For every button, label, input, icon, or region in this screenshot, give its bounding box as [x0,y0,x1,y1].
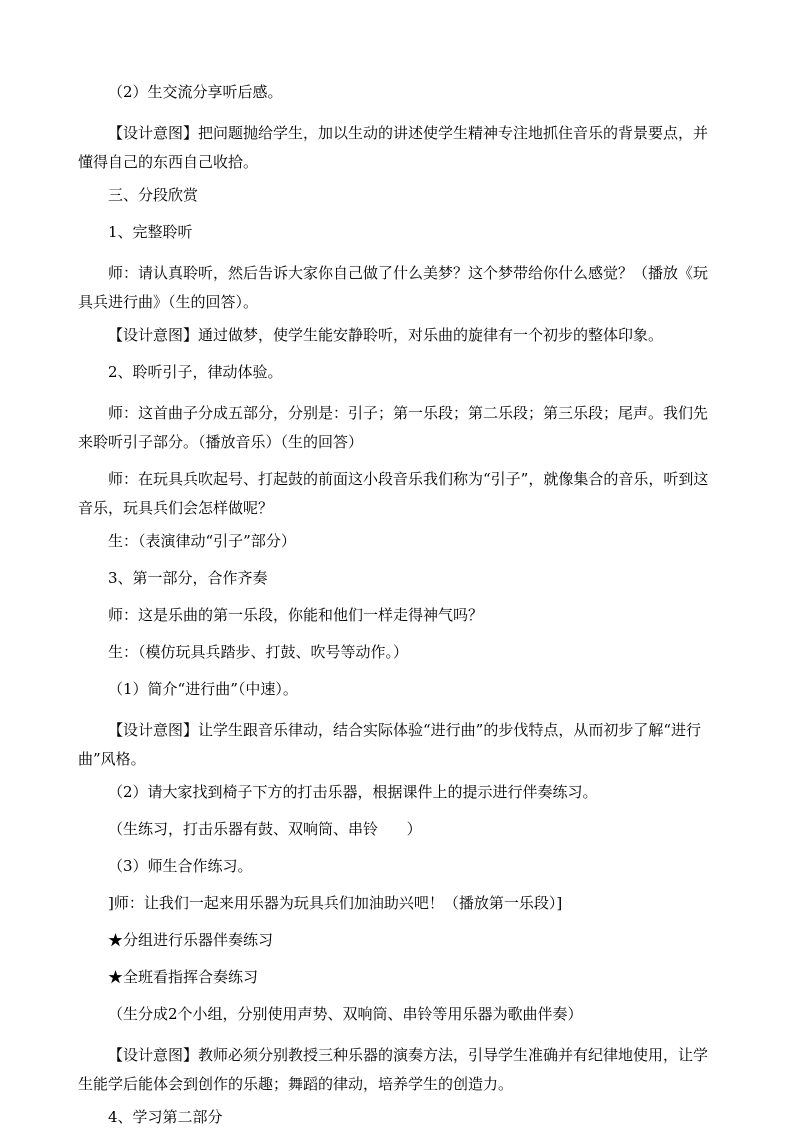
paragraph-3: 三、分段欣赏 [108,186,199,204]
paragraph-12: 师：这是乐曲的第一乐段，你能和他们一样走得神气吗？ [108,606,484,624]
paragraph-21: ★全班看指挥合奏练习 [108,968,259,986]
paragraph-9: 师：在玩具兵吹起号、打起鼓的前面这小段音乐我们称为“引子”，就像集合的音乐，听到这音乐，玩具兵们会怎样做呢？ [78,470,709,517]
paragraph-14: （1）简介“进行曲”（中速）。 [108,680,298,698]
document-body [78,82,718,1128]
paragraph-16: （2）请大家找到椅子下方的打击乐器，根据课件上的提示进行伴奏练习。 [108,783,598,801]
paragraph-20: ★分组进行乐器伴奏练习 [108,931,274,949]
paragraph-6: 【设计意图】通过做梦，使学生能安静聆听，对乐曲的旋律有一个初步的整体印象。 [108,326,664,344]
paragraph-8: 师：这首曲子分成五部分，分别是：引子；第一乐段；第二乐段；第三乐段；尾声。我们先来聆听引子部分。（播放音乐）（生的回答） [78,404,709,451]
paragraph-23: 【设计意图】教师必须分别教授三种乐器的演奏方法，引导学生准确并有纪律地使用，让学生能学后能体会到创作的乐趣；舞蹈的律动，培养学生的创造力。 [78,1046,709,1093]
paragraph-17: （生练习，打击乐器有鼓、双响筒、串铃 ） [108,820,422,838]
paragraph-15: 【设计意图】让学生跟音乐律动，结合实际体验“进行曲”的步伐特点，从而初步了解“进行曲”风格。 [78,721,702,768]
paragraph-11: 3、第一部分，合作齐奏 [108,569,268,587]
paragraph-4: 1、完整聆听 [108,223,193,241]
paragraph-1: （2）生交流分享听后感。 [108,83,283,101]
paragraph-19: ]师：让我们一起来用乐器为玩具兵们加油助兴吧！（播放第一乐段）] [108,894,563,912]
paragraph-7: 2、聆听引子，律动体验。 [108,363,283,381]
paragraph-24: 4、学习第二部分 [108,1108,223,1126]
paragraph-13: 生：（模仿玩具兵踏步、打鼓、吹号等动作。） [108,643,409,661]
paragraph-2: 【设计意图】把问题抛给学生，加以生动的讲述使学生精神专注地抓住音乐的背景要点，并懂得自己的东西自己收拾。 [78,124,709,171]
paragraph-5: 师：请认真聆听，然后告诉大家你自己做了什么美梦？这个梦带给你什么感觉？（播放《玩具兵进行曲》（生的回答）。 [78,264,709,311]
paragraph-22: （生分成2个小组，分别使用声势、双响筒、串铃等用乐器为歌曲伴奏） [108,1005,583,1023]
paragraph-10: 生：（表演律动“引子”部分） [108,532,296,550]
paragraph-18: （3）师生合作练习。 [108,857,253,875]
